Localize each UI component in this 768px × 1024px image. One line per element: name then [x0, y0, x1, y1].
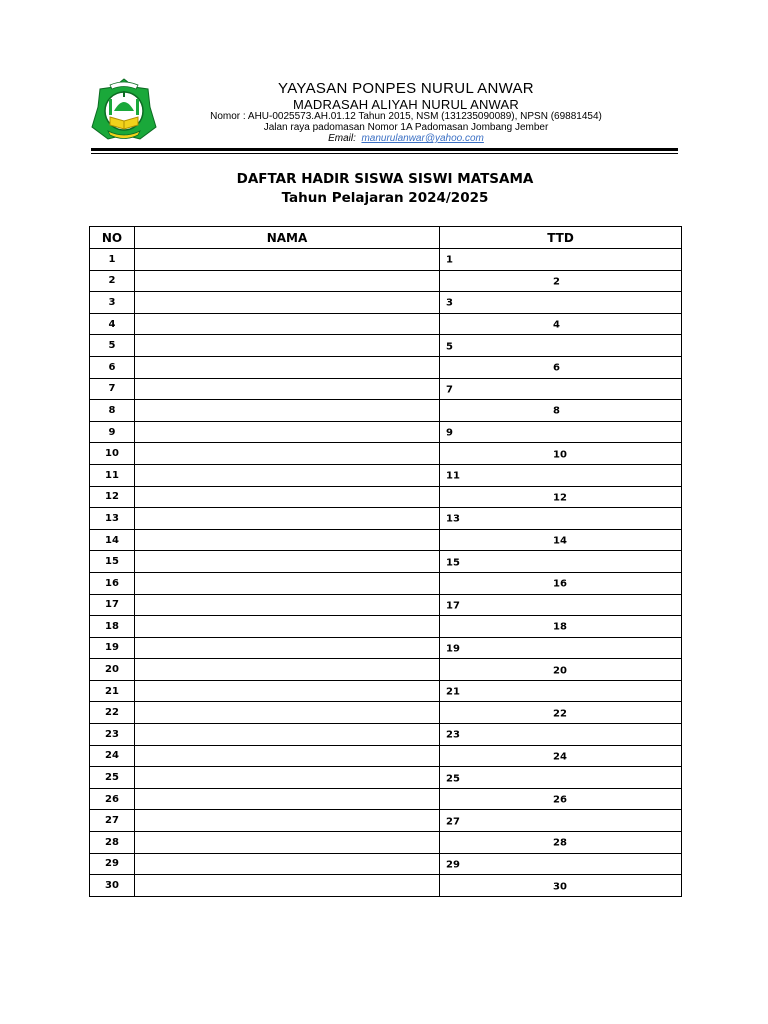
letterhead-divider-thick — [91, 148, 678, 151]
name-cell[interactable] — [135, 529, 440, 551]
name-cell[interactable] — [135, 249, 440, 271]
signature-cell[interactable] — [440, 292, 682, 314]
signature-number: 25 — [446, 773, 460, 785]
table-row — [90, 486, 682, 508]
signature-number: 16 — [553, 578, 567, 590]
row-number: 1 — [90, 249, 135, 271]
signature-number: 24 — [553, 751, 567, 763]
email-link[interactable]: manurulanwar@yahoo.com — [361, 133, 484, 144]
signature-number: 8 — [553, 406, 560, 418]
name-cell[interactable] — [135, 400, 440, 422]
signature-cell[interactable] — [440, 767, 682, 789]
signature-cell[interactable] — [440, 702, 682, 724]
signature-cell[interactable] — [440, 486, 682, 508]
table-row — [90, 875, 682, 897]
signature-cell[interactable] — [440, 551, 682, 573]
row-number: 22 — [90, 702, 135, 724]
name-cell[interactable] — [135, 680, 440, 702]
name-cell[interactable] — [135, 637, 440, 659]
signature-cell[interactable] — [440, 529, 682, 551]
table-row — [90, 616, 682, 638]
name-cell[interactable] — [135, 702, 440, 724]
name-cell[interactable] — [135, 270, 440, 292]
row-number: 27 — [90, 810, 135, 832]
name-cell[interactable] — [135, 572, 440, 594]
signature-number: 10 — [553, 449, 567, 461]
signature-cell[interactable] — [440, 810, 682, 832]
row-number: 20 — [90, 659, 135, 681]
signature-cell[interactable] — [440, 572, 682, 594]
signature-cell[interactable] — [440, 832, 682, 854]
header-ttd: TTD — [440, 227, 682, 249]
signature-number: 1 — [446, 254, 453, 266]
signature-number: 7 — [446, 384, 453, 396]
name-cell[interactable] — [135, 551, 440, 573]
table-row — [90, 572, 682, 594]
name-cell[interactable] — [135, 659, 440, 681]
name-cell[interactable] — [135, 724, 440, 746]
signature-cell[interactable] — [440, 594, 682, 616]
row-number: 7 — [90, 378, 135, 400]
signature-number: 4 — [553, 319, 560, 331]
signature-number: 14 — [553, 535, 567, 547]
foundation-name: YAYASAN PONPES NURUL ANWAR — [278, 80, 534, 97]
table-row — [90, 745, 682, 767]
table-row — [90, 443, 682, 465]
table-row — [90, 356, 682, 378]
table-header-row — [90, 227, 682, 249]
table-row — [90, 702, 682, 724]
signature-number: 9 — [446, 427, 453, 439]
table-row — [90, 788, 682, 810]
email-label: Email: — [328, 133, 356, 144]
name-cell[interactable] — [135, 378, 440, 400]
name-cell[interactable] — [135, 335, 440, 357]
table-row — [90, 594, 682, 616]
table-row — [90, 680, 682, 702]
row-number: 8 — [90, 400, 135, 422]
signature-number: 27 — [446, 816, 460, 828]
name-cell[interactable] — [135, 356, 440, 378]
signature-cell[interactable] — [440, 745, 682, 767]
row-number: 26 — [90, 788, 135, 810]
row-number: 16 — [90, 572, 135, 594]
name-cell[interactable] — [135, 616, 440, 638]
name-cell[interactable] — [135, 853, 440, 875]
signature-cell[interactable] — [440, 249, 682, 271]
registration-number: Nomor : AHU-0025573.AH.01.12 Tahun 2015, NSM (131235090089), NPSN (69881454) — [210, 111, 602, 122]
row-number: 23 — [90, 724, 135, 746]
attendance-table — [89, 226, 682, 897]
signature-number: 17 — [446, 600, 460, 612]
row-number: 14 — [90, 529, 135, 551]
table-row — [90, 378, 682, 400]
row-number: 28 — [90, 832, 135, 854]
signature-number: 20 — [553, 665, 567, 677]
signature-cell[interactable] — [440, 443, 682, 465]
table-row — [90, 270, 682, 292]
signature-number: 2 — [553, 276, 560, 288]
name-cell[interactable] — [135, 745, 440, 767]
signature-cell[interactable] — [440, 356, 682, 378]
name-cell[interactable] — [135, 313, 440, 335]
row-number: 24 — [90, 745, 135, 767]
table-row — [90, 400, 682, 422]
signature-cell[interactable] — [440, 659, 682, 681]
signature-number: 12 — [553, 492, 567, 504]
row-number: 9 — [90, 421, 135, 443]
signature-number: 11 — [446, 470, 460, 482]
row-number: 5 — [90, 335, 135, 357]
pesantren-emblem-icon — [90, 77, 158, 143]
signature-cell[interactable] — [440, 680, 682, 702]
signature-cell[interactable] — [440, 270, 682, 292]
table-row — [90, 335, 682, 357]
row-number: 12 — [90, 486, 135, 508]
signature-cell[interactable] — [440, 616, 682, 638]
signature-cell[interactable] — [440, 335, 682, 357]
signature-cell[interactable] — [440, 875, 682, 897]
signature-number: 13 — [446, 514, 460, 526]
email-line — [160, 133, 652, 144]
row-number: 17 — [90, 594, 135, 616]
table-row — [90, 249, 682, 271]
signature-cell[interactable] — [440, 464, 682, 486]
document-title: DAFTAR HADIR SISWA SISWI MATSAMA — [236, 171, 534, 187]
table-row — [90, 292, 682, 314]
signature-cell[interactable] — [440, 421, 682, 443]
row-number: 10 — [90, 443, 135, 465]
school-name: MADRASAH ALIYAH NURUL ANWAR — [293, 97, 519, 112]
name-cell[interactable] — [135, 875, 440, 897]
row-number: 3 — [90, 292, 135, 314]
row-number: 30 — [90, 875, 135, 897]
signature-cell[interactable] — [440, 853, 682, 875]
signature-number: 21 — [446, 686, 460, 698]
table-row — [90, 659, 682, 681]
signature-number: 3 — [446, 298, 453, 310]
name-cell[interactable] — [135, 486, 440, 508]
name-cell[interactable] — [135, 464, 440, 486]
name-cell[interactable] — [135, 508, 440, 530]
row-number: 21 — [90, 680, 135, 702]
table-row — [90, 853, 682, 875]
signature-cell[interactable] — [440, 508, 682, 530]
signature-number: 29 — [446, 859, 460, 871]
signature-number: 6 — [553, 362, 560, 374]
row-number: 4 — [90, 313, 135, 335]
signature-number: 5 — [446, 341, 453, 353]
academic-year: Tahun Pelajaran 2024/2025 — [281, 190, 489, 206]
signature-cell[interactable] — [440, 724, 682, 746]
name-cell[interactable] — [135, 832, 440, 854]
table-row — [90, 767, 682, 789]
signature-number: 22 — [553, 708, 567, 720]
table-row — [90, 508, 682, 530]
table-row — [90, 529, 682, 551]
signature-cell[interactable] — [440, 378, 682, 400]
table-row — [90, 313, 682, 335]
signature-number: 18 — [553, 621, 567, 633]
name-cell[interactable] — [135, 594, 440, 616]
signature-cell[interactable] — [440, 400, 682, 422]
row-number: 18 — [90, 616, 135, 638]
letterhead-divider-thin — [91, 153, 678, 154]
table-row — [90, 832, 682, 854]
signature-number: 30 — [553, 881, 567, 893]
header-nama: NAMA — [135, 227, 440, 249]
name-cell[interactable] — [135, 767, 440, 789]
signature-number: 19 — [446, 643, 460, 655]
table-row — [90, 421, 682, 443]
signature-number: 26 — [553, 794, 567, 806]
table-row — [90, 551, 682, 573]
table-row — [90, 464, 682, 486]
school-address: Jalan raya padomasan Nomor 1A Padomasan Jombang Jember — [263, 122, 549, 133]
row-number: 25 — [90, 767, 135, 789]
signature-cell[interactable] — [440, 637, 682, 659]
table-row — [90, 810, 682, 832]
name-cell[interactable] — [135, 421, 440, 443]
signature-cell[interactable] — [440, 788, 682, 810]
row-number: 29 — [90, 853, 135, 875]
row-number: 15 — [90, 551, 135, 573]
row-number: 2 — [90, 270, 135, 292]
row-number: 11 — [90, 464, 135, 486]
name-cell[interactable] — [135, 292, 440, 314]
signature-cell[interactable] — [440, 313, 682, 335]
table-row — [90, 637, 682, 659]
signature-number: 28 — [553, 837, 567, 849]
name-cell[interactable] — [135, 788, 440, 810]
signature-number: 15 — [446, 557, 460, 569]
name-cell[interactable] — [135, 443, 440, 465]
row-number: 13 — [90, 508, 135, 530]
signature-number: 23 — [446, 729, 460, 741]
row-number: 6 — [90, 356, 135, 378]
name-cell[interactable] — [135, 810, 440, 832]
header-no: NO — [90, 227, 135, 249]
row-number: 19 — [90, 637, 135, 659]
table-row — [90, 724, 682, 746]
